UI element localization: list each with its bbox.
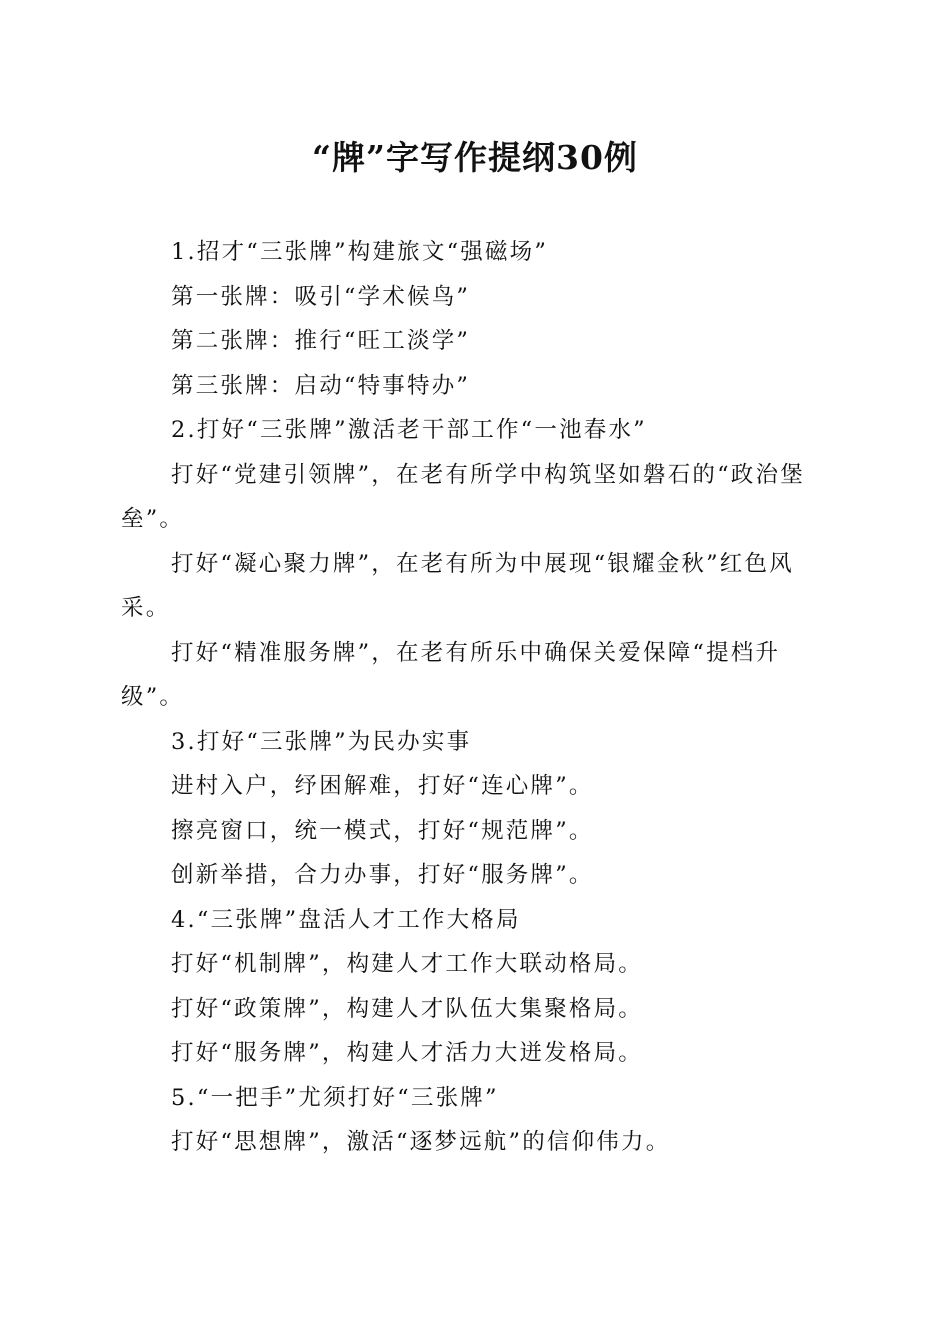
paragraph: 第二张牌：推行“旺工淡学”	[171, 328, 471, 354]
paragraph: 打好“服务牌”，构建人才活力大迸发格局。	[171, 1040, 644, 1066]
paragraph: 创新举措，合力办事，打好“服务牌”。	[171, 862, 594, 888]
paragraph: 第一张牌：吸引“学术候鸟”	[171, 283, 471, 310]
paragraph: 打好“机制牌”，构建人才工作大联动格局。	[171, 951, 644, 977]
section-4-heading: 4.“三张牌”盘活人才工作大格局	[171, 906, 521, 933]
section-2-heading: 2.打好“三张牌”激活老干部工作“一池春水”	[171, 417, 647, 443]
paragraph: 打好“精准服务牌”，在老有所乐中确保关爱保障“提档升级”。	[121, 639, 781, 710]
paragraph: 打好“政策牌”，构建人才队伍大集聚格局。	[171, 995, 644, 1022]
section-5-heading: 5.“一把手”尤须打好“三张牌”	[171, 1084, 499, 1111]
section-3-heading: 3.打好“三张牌”为民办实事	[171, 728, 472, 755]
paragraph: 擦亮窗口，统一模式，打好“规范牌”。	[171, 817, 594, 844]
document-title: “牌”字写作提纲30例	[312, 138, 638, 177]
document-body	[121, 230, 831, 1165]
section-1-heading: 1.招才“三张牌”构建旅文“强磁场”	[171, 239, 549, 265]
paragraph: 第三张牌：启动“特事特办”	[171, 372, 471, 399]
paragraph: 打好“党建引领牌”，在老有所学中构筑坚如磐石的“政治堡垒”。	[121, 461, 805, 532]
paragraph: 打好“思想牌”，激活“逐梦远航”的信仰伟力。	[171, 1129, 671, 1155]
paragraph: 打好“凝心聚力牌”，在老有所为中展现“银耀金秋”红色风采。	[121, 550, 794, 621]
paragraph: 进村入户，纾困解难，打好“连心牌”。	[171, 773, 594, 799]
